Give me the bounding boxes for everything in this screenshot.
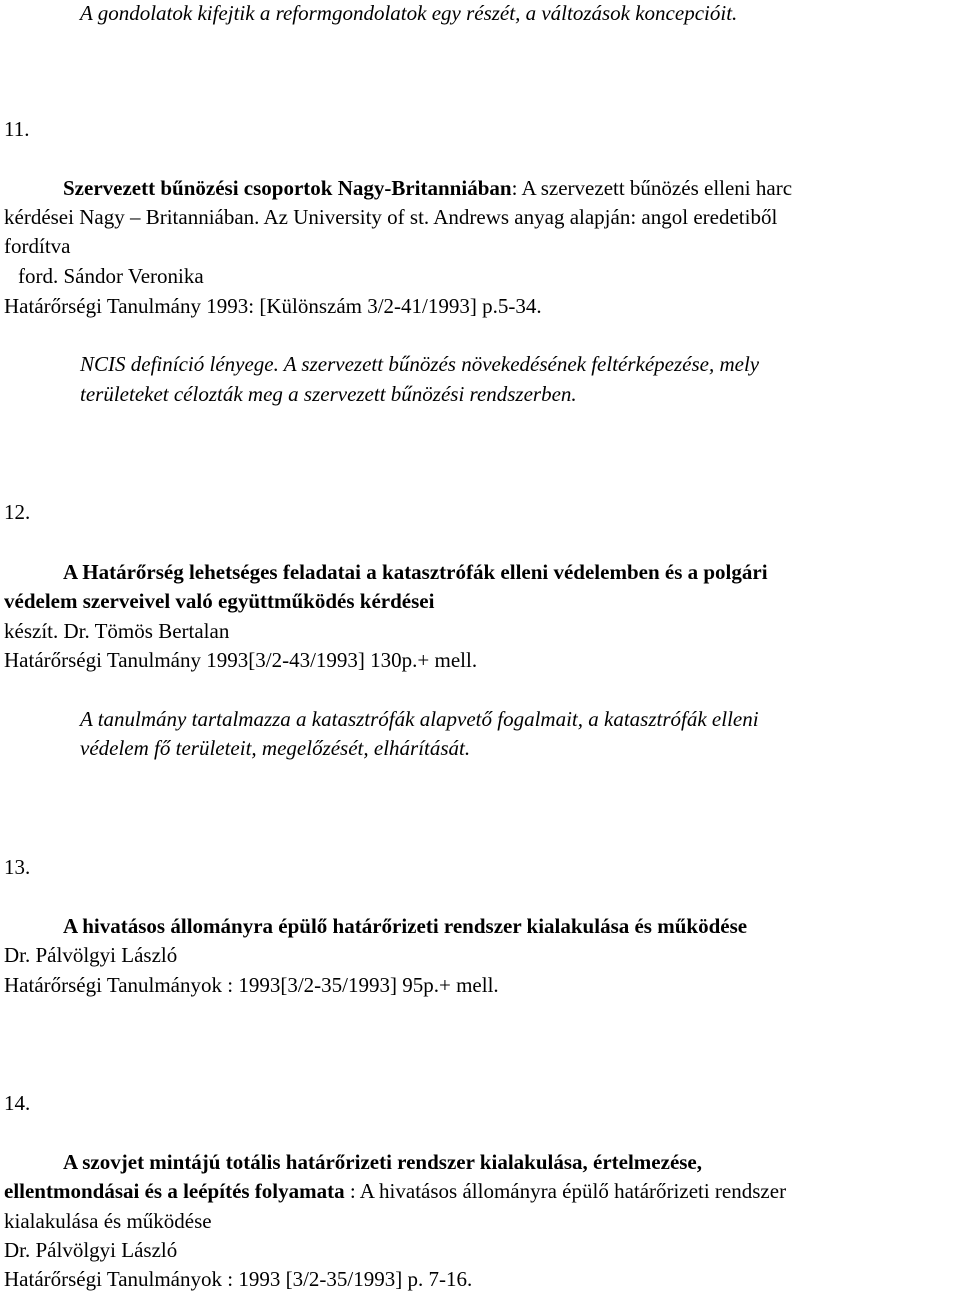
entry-number: 13.	[4, 855, 31, 879]
entry-number: 11.	[4, 117, 30, 141]
entry-title-bold: Szervezett bűnözési csoportok Nagy-Britanniában	[63, 176, 512, 200]
entry-author: Dr. Pálvölgyi László	[4, 943, 178, 967]
entry-number: 12.	[4, 500, 31, 524]
entry-editor: készít. Dr. Tömös Bertalan	[4, 619, 230, 643]
entry-publication: Határőrségi Tanulmány 1993: [Különszám 3/2-41/1993] p.5-34.	[4, 294, 542, 318]
entry-title	[4, 1181, 786, 1202]
entry-editor: ford. Sándor Veronika	[18, 264, 204, 288]
entry-number: 14.	[4, 1091, 31, 1115]
entry-title-rest: : A hivatásos állományra épülő határőrizeti rendszer	[344, 1179, 787, 1203]
entry-title-line: A Határőrség lehetséges feladatai a katasztrófák elleni védelemben és a polgári	[63, 560, 768, 584]
top-note: A gondolatok kifejtik a reformgondolatok egy részét, a változások koncepcióit.	[80, 1, 738, 25]
entry-publication: Határőrségi Tanulmány 1993[3/2-43/1993] 130p.+ mell.	[4, 648, 478, 672]
entry-title-line: kérdései Nagy – Britanniában. Az University of st. Andrews anyag alapján: angol eredetiből	[4, 205, 778, 229]
entry-title-bold: ellentmondásai és a leépítés folyamata	[4, 1179, 345, 1203]
entry-summary-line: védelem fő területeit, megelőzését, elhárítását.	[80, 736, 471, 760]
entry-title-line: A szovjet mintájú totális határőrizeti rendszer kialakulása, értelmezése,	[63, 1150, 703, 1174]
entry-title-rest: : A szervezett bűnözés elleni harc	[511, 176, 793, 200]
entry-publication: Határőrségi Tanulmányok : 1993[3/2-35/1993] 95p.+ mell.	[4, 973, 499, 997]
entry-title	[63, 178, 792, 199]
entry-summary-line: NCIS definíció lényege. A szervezett bűnözés növekedésének feltérképezése, mely	[80, 352, 760, 376]
entry-title-line: fordítva	[4, 234, 71, 258]
entry-title-line: kialakulása és működése	[4, 1209, 212, 1233]
entry-publication: Határőrségi Tanulmányok : 1993 [3/2-35/1993] p. 7-16.	[4, 1267, 473, 1291]
entry-summary-line: A tanulmány tartalmazza a katasztrófák alapvető fogalmait, a katasztrófák elleni	[80, 707, 759, 731]
entry-title-line: A hivatásos állományra épülő határőrizeti rendszer kialakulása és működése	[63, 914, 748, 938]
entry-author: Dr. Pálvölgyi László	[4, 1238, 178, 1262]
entry-summary-line: területeket célozták meg a szervezett bűnözési rendszerben.	[80, 382, 577, 406]
entry-title-line: védelem szerveivel való együttműködés kérdései	[4, 589, 435, 613]
